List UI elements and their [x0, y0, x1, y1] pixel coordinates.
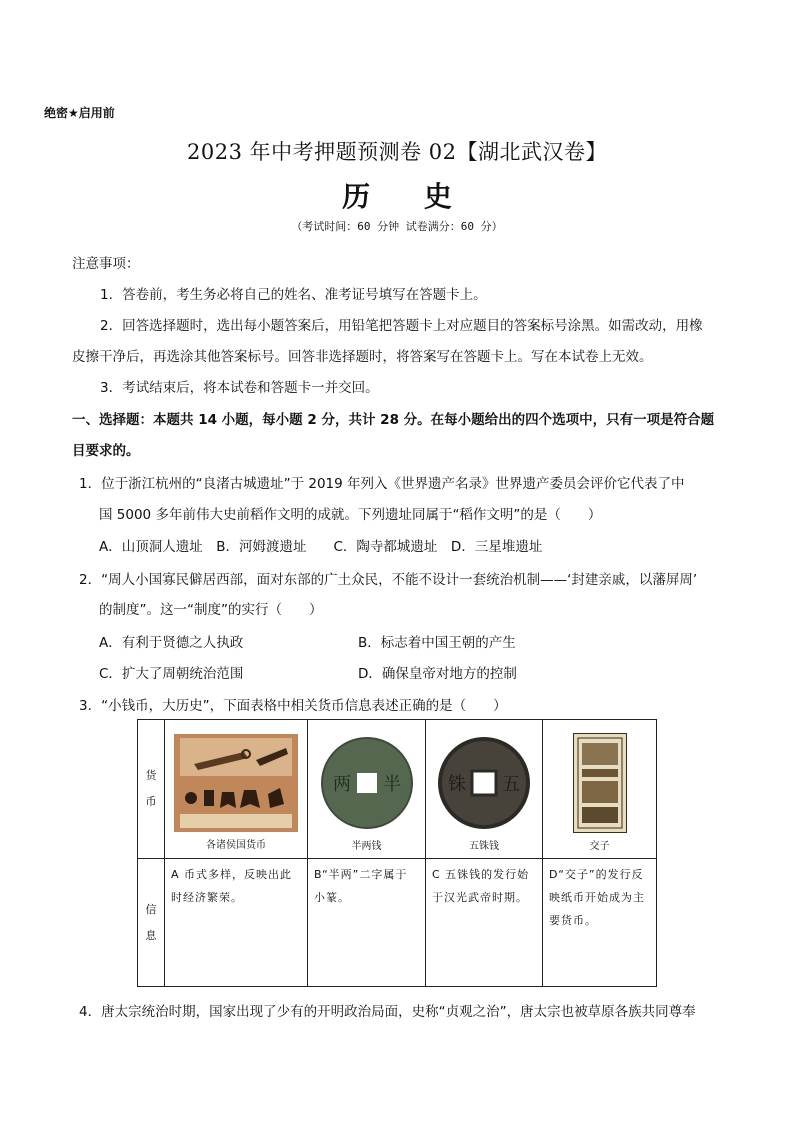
- info-text-a: A 币式多样，反映出此时经济繁荣。: [171, 868, 293, 904]
- row-head-info: [138, 859, 165, 987]
- notice-item-2: 2．回答选择题时，选出每小题答案后，用铅笔把答题卡上对应题目的答案标号涂黑。如需改动，用橡: [100, 318, 703, 334]
- jiaozi-note-image: [573, 733, 627, 833]
- secret-mark: 绝密★启用前: [44, 106, 115, 120]
- q2-option-a: A．有利于贤德之人执政: [99, 635, 244, 651]
- banliang-coin-image: [317, 733, 417, 833]
- jiaozi-note-icon: [573, 733, 627, 833]
- coin-cell-jiaozi: [543, 720, 657, 859]
- q1-options: A．山顶洞人遗址 B．河姆渡遗址 C．陶寺都城遗址 D．三星堆遗址: [99, 539, 543, 555]
- info-cell-b: [308, 859, 426, 987]
- q3-stem: 3．“小钱币，大历史”，下面表格中相关货币信息表述正确的是（ ）: [79, 698, 507, 714]
- notice-item-2-cont: 皮擦干净后，再选涂其他答案标号。回答非选择题时，将答案写在答题卡上。写在本试卷上无效。: [72, 349, 653, 365]
- q2-stem-cont: 的制度”。这一“制度”的实行（ ）: [99, 602, 323, 618]
- info-cell-c: [426, 859, 543, 987]
- q1-stem: 1．位于浙江杭州的“良渚古城遗址”于 2019 年列入《世界遗产名录》世界遗产委员会评价它代表了中: [79, 476, 685, 492]
- row-head-info-label: 信息: [145, 902, 157, 942]
- info-text-b: B“半两”二字属于小篆。: [314, 868, 408, 904]
- subject-title: 历 史: [342, 180, 474, 213]
- coin-cell-banliang: [308, 720, 426, 859]
- coin-cell-states: [165, 720, 308, 859]
- spade-knife-coins-icon: [174, 734, 298, 832]
- coin-caption-states: 各诸侯国货币: [206, 839, 266, 851]
- q2-option-b: B．标志着中国王朝的产生: [358, 635, 516, 651]
- notice-item-3: 3．考试结束后，将本试卷和答题卡一并交回。: [100, 380, 379, 396]
- q2-option-d: D．确保皇帝对地方的控制: [358, 666, 517, 682]
- exam-title: 2023 年中考押题预测卷 02【湖北武汉卷】: [186, 140, 607, 164]
- coin-caption-banliang: 半两钱: [351, 840, 382, 852]
- section1-heading-cont: 目要求的。: [72, 443, 140, 459]
- info-text-c: C 五铢钱的发行始于汉光武帝时期。: [432, 868, 530, 904]
- info-cell-d: [543, 859, 657, 987]
- banliang-coin-icon: [317, 733, 417, 833]
- info-text-d: D“交子”的发行反映纸币开始成为主要货币。: [549, 868, 645, 927]
- wuzhu-char-right: 五: [502, 773, 520, 795]
- q4-stem: 4．唐太宗统治时期，国家出现了少有的开明政治局面，史称“贞观之治”，唐太宗也被草原各族共同尊奉: [79, 1004, 696, 1020]
- coin-cell-wuzhu: [426, 720, 543, 859]
- q2-option-c: C．扩大了周朝统治范围: [99, 666, 244, 682]
- banliang-char-right: 半: [382, 773, 401, 795]
- q1-stem-cont: 国 5000 多年前伟大史前稻作文明的成就。下列遗址同属于“稻作文明”的是（ ）: [99, 507, 602, 523]
- coin-caption-wuzhu: 五铢钱: [469, 840, 499, 852]
- notice-heading: 注意事项：: [72, 256, 140, 272]
- banliang-char-left: 两: [332, 773, 351, 795]
- coin-caption-jiaozi: 交子: [589, 840, 610, 852]
- section1-heading: 一、选择题：本题共 14 小题，每小题 2 分，共计 28 分。在每小题给出的四个选项中，只有一项是符合题: [72, 412, 715, 428]
- zhou-states-coins-image: [174, 734, 298, 832]
- row-head-currency: [138, 720, 165, 859]
- currency-table: [137, 719, 657, 987]
- info-cell-a: [165, 859, 308, 987]
- wuzhu-char-left: 铢: [448, 773, 466, 795]
- notice-item-1: 1．答卷前，考生务必将自己的姓名、准考证号填写在答题卡上。: [100, 287, 487, 303]
- q2-stem: 2．“周人小国寡民僻居西部，面对东部的广土众民，不能不设计一套统治机制——‘封建亲戚，以藩屏周’: [79, 572, 698, 588]
- row-head-currency-label: 货币: [145, 769, 157, 808]
- wuzhu-coin-icon: [434, 733, 534, 833]
- wuzhu-coin-image: [434, 733, 534, 833]
- exam-info: （考试时间：60 分钟 试卷满分：60 分）: [291, 220, 503, 233]
